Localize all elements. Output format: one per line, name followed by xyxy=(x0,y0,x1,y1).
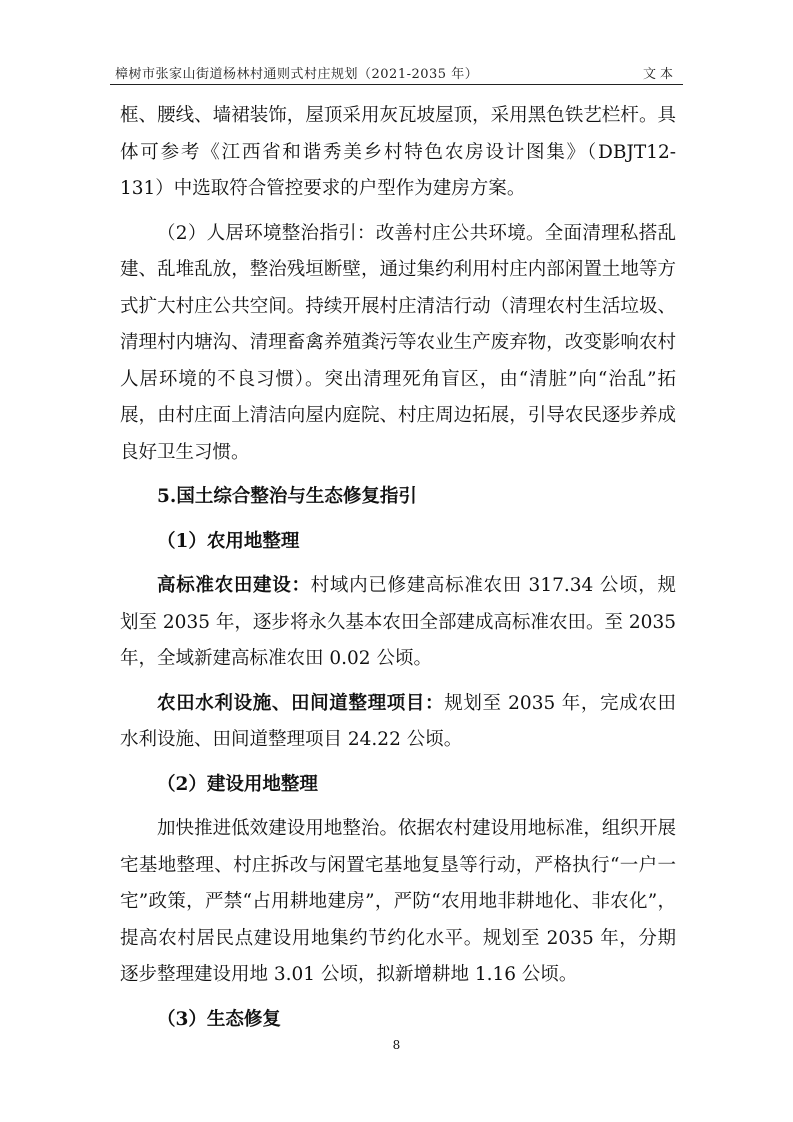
text-irrigation: 规划至 2035 年，完成农田水利设施、田间道整理项目 24.22 公顷。 xyxy=(120,692,676,750)
page-number: 8 xyxy=(392,1038,401,1052)
text-high-standard-farmland: 村域内已修建高标准农田 317.34 公顷，规划至 2035 年，逐步将永久基本农田全部建成高标准农田。至 2035 年，全域新建高标准农田 0.02 公顷。 xyxy=(120,575,676,669)
section-heading-land-consolidation: 5.国土综合整治与生态修复指引 xyxy=(157,486,417,507)
paragraph-living-environment: （2）人居环境整治指引：改善村庄公共环境。全面清理私搭乱建、乱堆乱放，整治残垣断壁，通过集约利用村庄内部闲置土地等方式扩大村庄公共空间。持续开展村庄清洁行动（清理农村生活垃圾、清理村内塘沟、清理畜禽养殖粪污等农业生产废弃物，改变影响农村人居环境的不良习惯）。突出清理死角盲区，由“清脏”向“治乱”拓展，由村庄面上清洁向屋内庭院、村庄周边拓展，引导农民逐步养成良好卫生习惯。 xyxy=(120,222,676,463)
label-high-standard-farmland: 高标准农田建设： xyxy=(157,575,311,596)
header-title: 樟树市张家山街道杨林村通则式村庄规划（2021-2035 年） xyxy=(115,67,479,82)
paragraph-construction-land: 加快推进低效建设用地整治。依据农村建设用地标准，组织开展宅基地整理、村庄拆改与闲置宅基地复垦等行动，严格执行“一户一宅”政策，严禁“占用耕地建房”，严防“农用地非耕地化、非农化”，提高农村居民点建设用地集约节约化水平。规划至 2035 年，分期逐步整理建设用地 3.01 公顷，拟新增耕地 1.16 公顷。 xyxy=(120,818,676,985)
subheading-farmland: （1）农用地整理 xyxy=(157,530,300,552)
header-section: 文本 xyxy=(642,67,677,82)
paragraph-building-style: 框、腰线、墙裙装饰，屋顶采用灰瓦坡屋顶，采用黑色铁艺栏杆。具体可参考《江西省和谐秀美乡村特色农房设计图集》（DBJT12-131）中选取符合管控要求的户型作为建房方案。 xyxy=(120,105,676,199)
document-body xyxy=(120,98,676,1038)
page-header xyxy=(110,60,683,85)
paragraph-irrigation xyxy=(120,686,676,759)
label-irrigation: 农田水利设施、田间道整理项目： xyxy=(157,692,445,714)
paragraph-high-standard-farmland xyxy=(120,568,676,678)
subheading-ecological-restoration: （3）生态修复 xyxy=(157,1008,281,1030)
subheading-construction-land: （2）建设用地整理 xyxy=(157,773,318,795)
